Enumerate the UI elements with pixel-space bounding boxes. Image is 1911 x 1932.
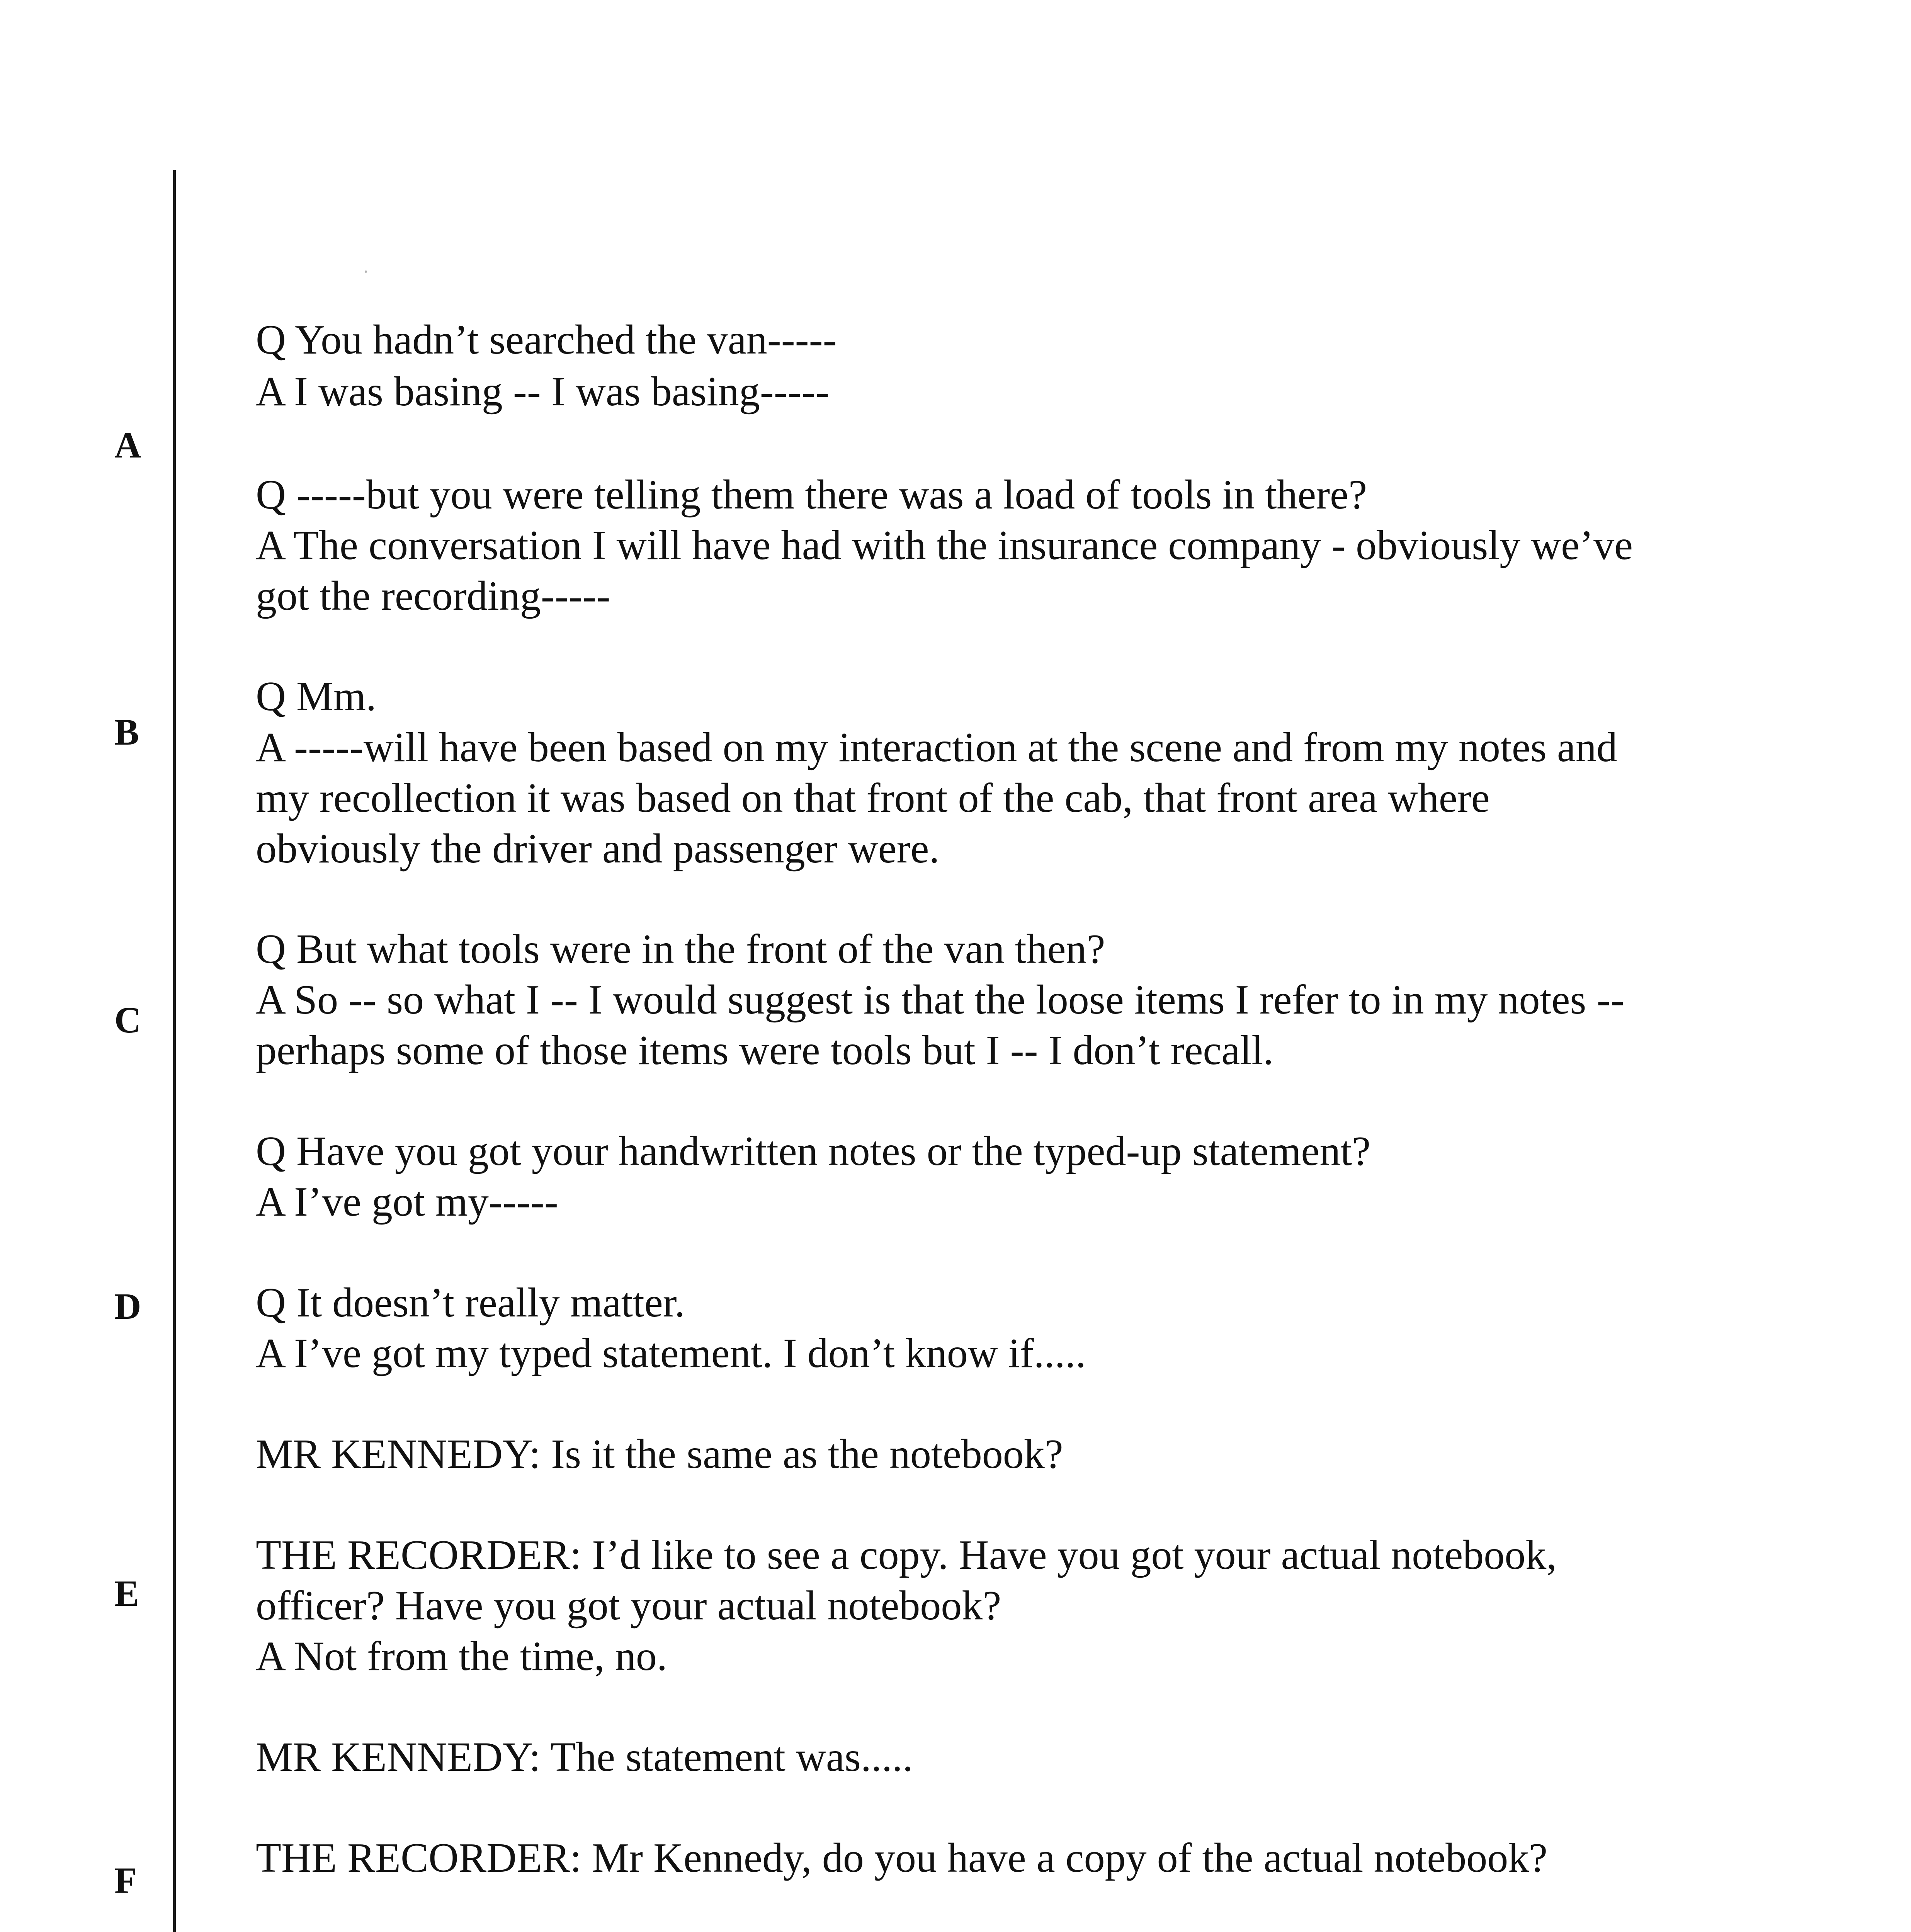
margin-letter-c: C: [114, 999, 141, 1041]
transcript-line: A The conversation I will have had with the insurance company - obviously we’ve: [256, 522, 1633, 568]
transcript-line: A So -- so what I -- I would suggest is that the loose items I refer to in my notes --: [256, 977, 1625, 1023]
transcript-line: my recollection it was based on that front of the cab, that front area where: [256, 775, 1490, 821]
margin-letter-a: A: [114, 424, 141, 466]
transcript-line: A -----will have been based on my interaction at the scene and from my notes and: [256, 724, 1617, 770]
transcript-line: A I was basing -- I was basing-----: [256, 369, 830, 415]
margin-letter-f: F: [114, 1860, 137, 1901]
transcript-line: THE RECORDER: Mr Kennedy, do you have a copy of the actual notebook?: [256, 1835, 1548, 1881]
transcript-line: MR KENNEDY: The statement was.....: [256, 1734, 913, 1780]
margin-letter-d: D: [114, 1286, 141, 1327]
transcript-line: Q -----but you were telling them there was a load of tools in there?: [256, 472, 1367, 518]
transcript-line: A I’ve got my typed statement. I don’t know if.....: [256, 1330, 1086, 1376]
margin-letter-e: E: [114, 1573, 139, 1614]
transcript-line: officer? Have you got your actual notebook?: [256, 1583, 1001, 1629]
transcript-line: MR KENNEDY: Is it the same as the notebook?: [256, 1431, 1063, 1477]
transcript-line: Q You hadn’t searched the van-----: [256, 317, 837, 363]
transcript-line: A I’ve got my-----: [256, 1179, 558, 1225]
transcript-line: perhaps some of those items were tools but I -- I don’t recall.: [256, 1027, 1274, 1073]
transcript-line: Q But what tools were in the front of the van then?: [256, 926, 1105, 972]
transcript-line: A Not from the time, no.: [256, 1633, 667, 1679]
margin-letter-b: B: [114, 711, 139, 753]
transcript-line: Q Mm.: [256, 673, 377, 719]
transcript-line: Q Have you got your handwritten notes or the typed-up statement?: [256, 1128, 1371, 1174]
transcript-line: Q It doesn’t really matter.: [256, 1280, 685, 1326]
scan-speck: [365, 270, 367, 273]
transcript-line: obviously the driver and passenger were.: [256, 826, 940, 872]
transcript-line: THE RECORDER: I’d like to see a copy. Have you got your actual notebook,: [256, 1532, 1557, 1578]
transcript-line: got the recording-----: [256, 573, 610, 619]
margin-rule: [173, 170, 176, 1932]
